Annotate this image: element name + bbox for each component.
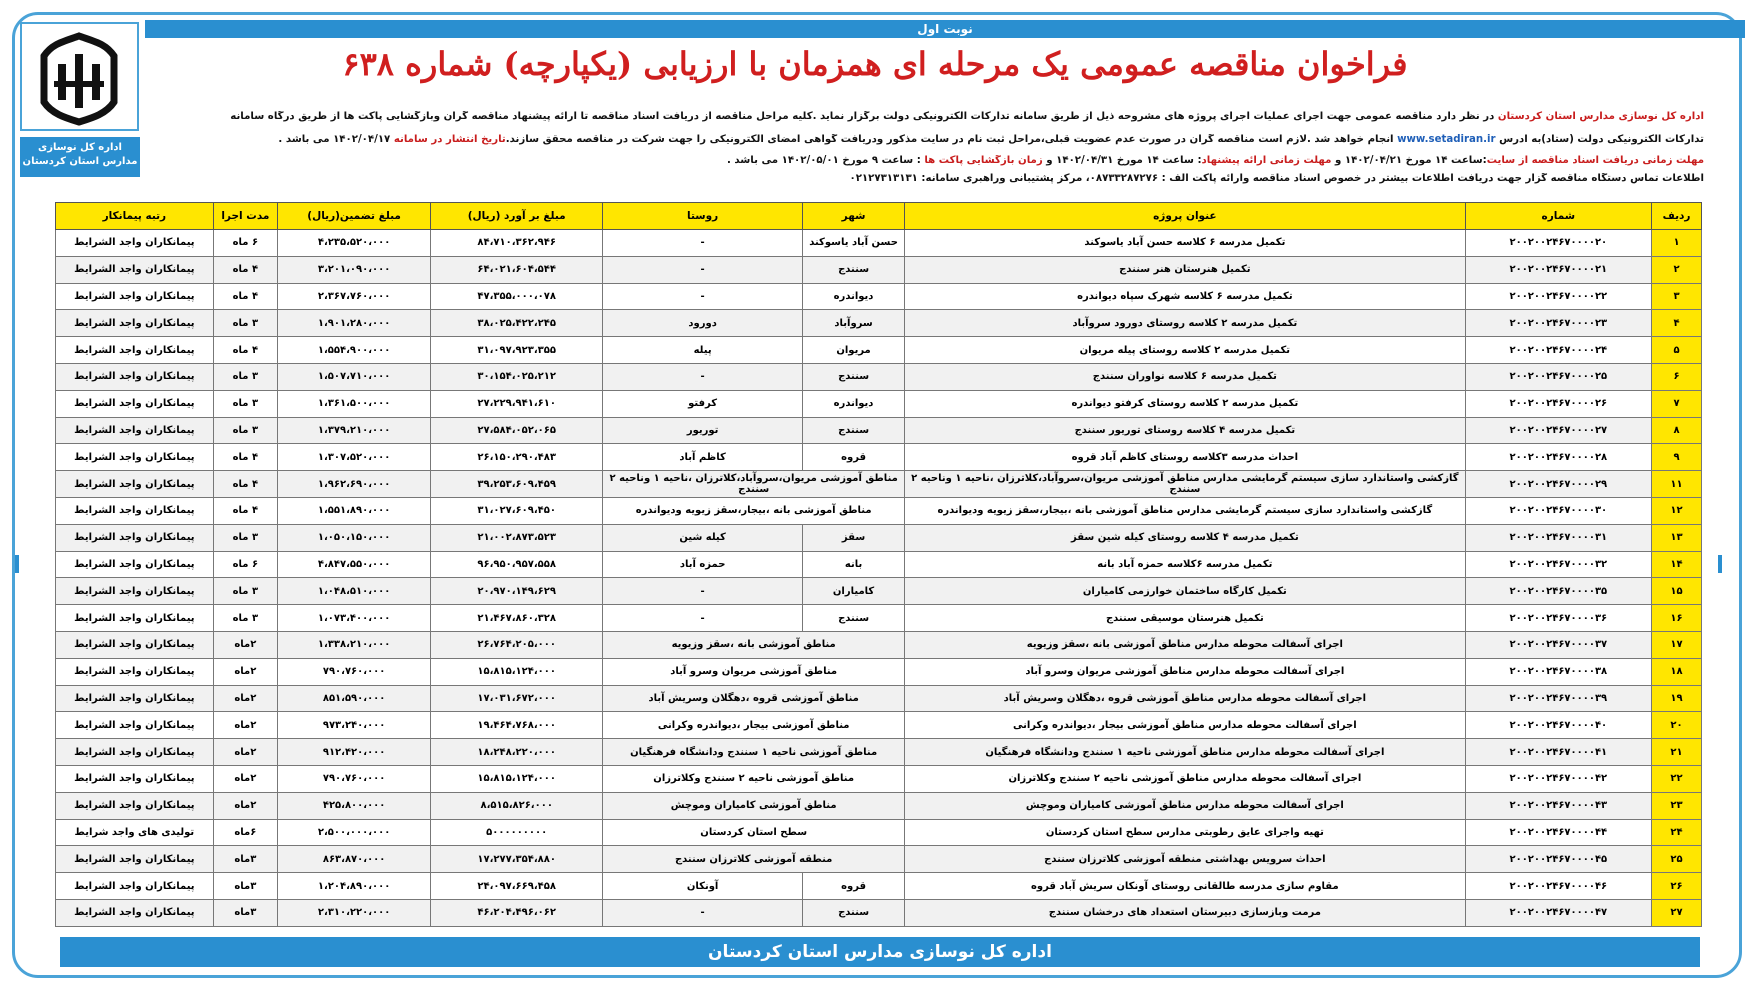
table-cell: ۱۹،۴۶۴،۷۶۸،۰۰۰ <box>431 712 603 739</box>
table-cell: مناطق آموزشی کامیاران وموچش <box>603 792 905 819</box>
table-cell: ۳ ماه <box>213 417 277 444</box>
table-cell: ۴ ماه <box>213 337 277 364</box>
table-cell: کامیاران <box>803 578 905 605</box>
doc-deadline: :ساعت ۱۴ مورخ ۱۴۰۲/۰۴/۲۱ و <box>1331 155 1487 166</box>
table-cell: سنندج <box>803 256 905 283</box>
table-cell: ۱۲ <box>1652 497 1702 524</box>
table-cell: ۲۴ <box>1652 819 1702 846</box>
setad-link[interactable]: www.setadiran.ir <box>1397 134 1496 145</box>
table-cell: ۲ماه <box>213 712 277 739</box>
table-cell: - <box>603 256 803 283</box>
table-cell: ۴ ماه <box>213 497 277 524</box>
table-cell: پیمانکاران واجد الشرایط <box>56 685 214 712</box>
table-row <box>56 631 1702 658</box>
contact-info: اطلاعات تماس دستگاه مناقصه گزار جهت دریافت اطلاعات بیشتر در خصوص اسناد مناقصه وارائه پاکت الف : ۰۸۷۳۳۲۸۷۲۷۶، مرکز پشتیبانی وراهبری سامانه: ۰۲۱۲۷۳۱۳۱۳۱ <box>849 173 1704 184</box>
publish-date-label: تاریخ انتشار در سامانه <box>393 134 506 145</box>
intro-line-1 <box>144 111 1704 122</box>
table-cell: اجرای آسفالت محوطه مدارس مناطق آموزشی کامیاران وموچش <box>905 792 1466 819</box>
table-cell: ۲۱ <box>1652 739 1702 766</box>
logo <box>20 22 139 131</box>
table-cell: ۳ ماه <box>213 605 277 632</box>
table-body <box>56 230 1702 927</box>
table-cell: ۲۰۰۲۰۰۲۴۶۷۰۰۰۰۳۲ <box>1465 551 1651 578</box>
table-cell: ۲۰،۹۷۰،۱۴۹،۶۲۹ <box>431 578 603 605</box>
table-cell: ۴ ماه <box>213 256 277 283</box>
column-header: مبلغ تضمین(ریال) <box>278 203 431 230</box>
table-cell: ۲۰۰۲۰۰۲۴۶۷۰۰۰۰۴۵ <box>1465 846 1651 873</box>
table-cell: ۴ ماه <box>213 283 277 310</box>
table-cell: ۱،۲۰۴،۸۹۰،۰۰۰ <box>278 873 431 900</box>
table-row <box>56 739 1702 766</box>
table-cell: ۲۰۰۲۰۰۲۴۶۷۰۰۰۰۲۰ <box>1465 230 1651 257</box>
table-cell: پیمانکاران واجد الشرایط <box>56 873 214 900</box>
table-cell: قروه <box>803 444 905 471</box>
table-cell: تکمیل مدرسه ۲ کلاسه روستای پیله مریوان <box>905 337 1466 364</box>
table-cell: اجرای آسفالت محوطه مدارس مناطق آموزشی ناحیه ۲ سنندج وکلاترزان <box>905 765 1466 792</box>
table-cell: ۸،۵۱۵،۸۲۶،۰۰۰ <box>431 792 603 819</box>
table-row <box>56 899 1702 926</box>
table-cell: ۱۱ <box>1652 471 1702 498</box>
table-cell: ۲ماه <box>213 658 277 685</box>
table-cell: ۲۶،۱۵۰،۲۹۰،۴۸۳ <box>431 444 603 471</box>
table-cell: تهیه واجرای عایق رطوبتی مدارس سطح استان کردستان <box>905 819 1466 846</box>
table-cell: ۴ <box>1652 310 1702 337</box>
table-cell: سروآباد <box>803 310 905 337</box>
table-cell: ۱۴ <box>1652 551 1702 578</box>
table-cell: سطح استان کردستان <box>603 819 905 846</box>
table-cell: ۱۸،۲۴۸،۲۲۰،۰۰۰ <box>431 739 603 766</box>
table-cell: ۳ ماه <box>213 578 277 605</box>
table-cell: ۸۶۳،۸۷۰،۰۰۰ <box>278 846 431 873</box>
org-name-box: اداره کل نوسازی مدارس استان کردستان <box>20 137 140 177</box>
table-cell: ۶ ماه <box>213 230 277 257</box>
table-row <box>56 417 1702 444</box>
table-cell: ۳ ماه <box>213 390 277 417</box>
table-cell: ۱،۳۰۷،۵۲۰،۰۰۰ <box>278 444 431 471</box>
table-cell: پیمانکاران واجد الشرایط <box>56 417 214 444</box>
table-cell: ۲ <box>1652 256 1702 283</box>
table-row <box>56 605 1702 632</box>
table-cell: ۷۹۰،۷۶۰،۰۰۰ <box>278 658 431 685</box>
table-cell: مرمت وبازسازی دبیرستان استعداد های درخشان سنندج <box>905 899 1466 926</box>
offer-deadline: : ساعت ۱۴ مورخ ۱۴۰۲/۰۴/۳۱ و <box>1042 155 1202 166</box>
side-marker-left <box>15 555 19 573</box>
table-cell: ۴۲۵،۸۰۰،۰۰۰ <box>278 792 431 819</box>
table-cell: ۳۰،۱۵۴،۰۲۵،۲۱۲ <box>431 363 603 390</box>
table-cell: ۲۳ <box>1652 792 1702 819</box>
table-cell: سنندج <box>803 899 905 926</box>
table-cell: گازکشی واستاندارد سازی سیستم گرمایشی مدارس مناطق آموزشی بانه ،بیجار،سقز زیویه ودیواندره <box>905 497 1466 524</box>
table-row <box>56 337 1702 364</box>
table-cell: سنندج <box>803 363 905 390</box>
table-cell: مقاوم سازی مدرسه طالقانی روستای آونکان سریش آباد قروه <box>905 873 1466 900</box>
table-cell: ۲۰۰۲۰۰۲۴۶۷۰۰۰۰۲۳ <box>1465 310 1651 337</box>
table-cell: ۸۴،۷۱۰،۳۶۲،۹۴۶ <box>431 230 603 257</box>
table-cell: ۱۳ <box>1652 524 1702 551</box>
table-cell: ۳۹،۲۵۳،۶۰۹،۴۵۹ <box>431 471 603 498</box>
table-cell: گازکشی واستاندارد سازی سیستم گرمایشی مدارس مناطق آموزشی مریوان،سروآباد،کلاترزان ،ناحیه ۱ وناحیه ۲ سنندج <box>905 471 1466 498</box>
table-cell: ۳۱،۰۲۷،۶۰۹،۴۵۰ <box>431 497 603 524</box>
table-cell: کرفتو <box>603 390 803 417</box>
table-row <box>56 256 1702 283</box>
table-cell: ۱،۹۶۲،۶۹۰،۰۰۰ <box>278 471 431 498</box>
table-cell: ۴ ماه <box>213 471 277 498</box>
column-header: شهر <box>803 203 905 230</box>
column-header: روستا <box>603 203 803 230</box>
table-cell: ۲۰۰۲۰۰۲۴۶۷۰۰۰۰۳۰ <box>1465 497 1651 524</box>
table-cell: پیمانکاران واجد الشرایط <box>56 631 214 658</box>
table-cell: تکمیل مدرسه ۲ کلاسه روستای دورود سروآباد <box>905 310 1466 337</box>
column-header: مبلغ بر آورد (ریال) <box>431 203 603 230</box>
table-cell: ۲۰۰۲۰۰۲۴۶۷۰۰۰۰۳۱ <box>1465 524 1651 551</box>
table-cell: ۱،۰۵۰،۱۵۰،۰۰۰ <box>278 524 431 551</box>
table-cell: ۲۱،۴۶۷،۸۶۰،۳۲۸ <box>431 605 603 632</box>
table-cell: ۲۵ <box>1652 846 1702 873</box>
table-cell: - <box>603 899 803 926</box>
table-cell: ۵۰۰۰۰۰۰۰۰۰ <box>431 819 603 846</box>
table-cell: ۱،۰۷۳،۴۰۰،۰۰۰ <box>278 605 431 632</box>
table-cell: ۲۰۰۲۰۰۲۴۶۷۰۰۰۰۴۷ <box>1465 899 1651 926</box>
table-row <box>56 283 1702 310</box>
table-row <box>56 310 1702 337</box>
table-cell: ۱،۵۵۱،۸۹۰،۰۰۰ <box>278 497 431 524</box>
table-cell: تکمیل کارگاه ساختمان خوارزمی کامیاران <box>905 578 1466 605</box>
table-cell: سقز <box>803 524 905 551</box>
table-row <box>56 819 1702 846</box>
table-cell: ۳۱،۰۹۷،۹۲۳،۳۵۵ <box>431 337 603 364</box>
table-cell: ۳ماه <box>213 873 277 900</box>
table-cell: مناطق آموزشی بیجار ،دیواندره وکرانی <box>603 712 905 739</box>
table-cell: ۱۷،۰۳۱،۶۷۲،۰۰۰ <box>431 685 603 712</box>
table-row <box>56 658 1702 685</box>
table-cell: ۲۰۰۲۰۰۲۴۶۷۰۰۰۰۲۹ <box>1465 471 1651 498</box>
table-cell: مناطق آموزشی قروه ،دهگلان وسریش آباد <box>603 685 905 712</box>
table-cell: ۲۰۰۲۰۰۲۴۶۷۰۰۰۰۴۶ <box>1465 873 1651 900</box>
table-cell: ۲ماه <box>213 631 277 658</box>
table-cell: ۲۰۰۲۰۰۲۴۶۷۰۰۰۰۳۸ <box>1465 658 1651 685</box>
side-marker-right <box>1718 555 1722 573</box>
column-header: مدت اجرا <box>213 203 277 230</box>
table-row <box>56 685 1702 712</box>
opening-label: زمان بازگشایی پاکت ها <box>924 155 1043 166</box>
table-cell: تکمیل مدرسه ۶کلاسه حمزه آباد بانه <box>905 551 1466 578</box>
table-row <box>56 873 1702 900</box>
table-cell: پیمانکاران واجد الشرایط <box>56 658 214 685</box>
table-cell: ۹ <box>1652 444 1702 471</box>
table-row <box>56 765 1702 792</box>
table-cell: ۱ <box>1652 230 1702 257</box>
table-cell: ۱۹ <box>1652 685 1702 712</box>
table-cell: اجرای آسفالت محوطه مدارس مناطق آموزشی مریوان وسرو آباد <box>905 658 1466 685</box>
table-row <box>56 524 1702 551</box>
table-cell: ۸ <box>1652 417 1702 444</box>
table-cell: ۲۰۰۲۰۰۲۴۶۷۰۰۰۰۲۸ <box>1465 444 1651 471</box>
table-cell: ۹۱۲،۴۲۰،۰۰۰ <box>278 739 431 766</box>
table-cell: مناطق آموزشی ناحیه ۲ سنندج وکلاترزان <box>603 765 905 792</box>
table-cell: ۲۴،۰۹۷،۶۶۹،۴۵۸ <box>431 873 603 900</box>
table-cell: ۱،۳۳۸،۲۱۰،۰۰۰ <box>278 631 431 658</box>
table-cell: تکمیل مدرسه ۶ کلاسه شهرک سپاه دیواندره <box>905 283 1466 310</box>
table-cell: - <box>603 363 803 390</box>
table-row <box>56 390 1702 417</box>
table-cell: ۷۹۰،۷۶۰،۰۰۰ <box>278 765 431 792</box>
table-cell: کاظم آباد <box>603 444 803 471</box>
intro-text-2b: انجام خواهد شد .لازم است مناقصه گران در صورت عدم عضویت قبلی،مراحل ثبت نام در سایت مذکور ودریافت گواهی امضای الکترونیکی را جهت شرکت در مناقصه محقق سازند. <box>505 134 1398 145</box>
table-cell: ۲ماه <box>213 792 277 819</box>
table-cell: ۲۰۰۲۰۰۲۴۶۷۰۰۰۰۳۵ <box>1465 578 1651 605</box>
table-cell: تکمیل هنرستان هنر سنندج <box>905 256 1466 283</box>
table-cell: ۱،۹۰۱،۲۸۰،۰۰۰ <box>278 310 431 337</box>
table-cell: ۶ ماه <box>213 551 277 578</box>
table-row <box>56 578 1702 605</box>
table-cell: ۱۵ <box>1652 578 1702 605</box>
table-cell: توریور <box>603 417 803 444</box>
table-cell: منطقه آموزشی کلاترزان سنندج <box>603 846 905 873</box>
table-cell: قروه <box>803 873 905 900</box>
table-cell: ۱۶ <box>1652 605 1702 632</box>
table-cell: سنندج <box>803 605 905 632</box>
table-cell: - <box>603 283 803 310</box>
table-cell: تکمیل مدرسه ۴ کلاسه روستای کیله شین سقز <box>905 524 1466 551</box>
table-cell: مناطق آموزشی مریوان وسرو آباد <box>603 658 905 685</box>
table-cell: ۲۰۰۲۰۰۲۴۶۷۰۰۰۰۲۴ <box>1465 337 1651 364</box>
table-cell: پیمانکاران واجد الشرایط <box>56 846 214 873</box>
table-cell: ۲۶ <box>1652 873 1702 900</box>
table-cell: ۲۰۰۲۰۰۲۴۶۷۰۰۰۰۴۰ <box>1465 712 1651 739</box>
table-cell: مناطق آموزشی بانه ،بیجار،سقز زیویه ودیواندره <box>603 497 905 524</box>
table-cell: ۹۶،۹۵۰،۹۵۷،۵۵۸ <box>431 551 603 578</box>
table-cell: ۲۰۰۲۰۰۲۴۶۷۰۰۰۰۳۹ <box>1465 685 1651 712</box>
table-cell: بانه <box>803 551 905 578</box>
table-cell: اجرای آسفالت محوطه مدارس مناطق آموزشی قروه ،دهگلان وسریش آباد <box>905 685 1466 712</box>
table-cell: ۴،۸۴۷،۵۵۰،۰۰۰ <box>278 551 431 578</box>
notice-title: فراخوان مناقصه عمومی یک مرحله ای همزمان با ارزیابی (یکپارچه) شماره ۶۳۸ <box>342 45 1408 83</box>
table-cell: ۱۵،۸۱۵،۱۲۴،۰۰۰ <box>431 765 603 792</box>
table-cell: مناطق آموزشی ناحیه ۱ سنندج ودانشگاه فرهنگیان <box>603 739 905 766</box>
table-header <box>56 203 1702 230</box>
table-cell: ۲۰۰۲۰۰۲۴۶۷۰۰۰۰۲۶ <box>1465 390 1651 417</box>
table-cell: ۶۴،۰۲۱،۶۰۴،۵۴۴ <box>431 256 603 283</box>
table-cell: پیمانکاران واجد الشرایط <box>56 712 214 739</box>
table-cell: - <box>603 230 803 257</box>
offer-deadline-label: مهلت زمانی ارائه پیشنهاد <box>1201 155 1332 166</box>
table-cell: ۱،۵۵۴،۹۰۰،۰۰۰ <box>278 337 431 364</box>
table-cell: پیمانکاران واجد الشرایط <box>56 256 214 283</box>
table-row <box>56 471 1702 498</box>
table-cell: اجرای آسفالت محوطه مدارس مناطق آموزشی بانه ،سقز وزیویه <box>905 631 1466 658</box>
table-cell: ۳ <box>1652 283 1702 310</box>
table-cell: ۵ <box>1652 337 1702 364</box>
table-cell: پیمانکاران واجد الشرایط <box>56 497 214 524</box>
intro-line-2 <box>144 134 1704 145</box>
table-cell: ۱،۳۶۱،۵۰۰،۰۰۰ <box>278 390 431 417</box>
table-cell: ۲،۳۶۷،۷۶۰،۰۰۰ <box>278 283 431 310</box>
table-cell: ۶ <box>1652 363 1702 390</box>
table-cell: ۲،۵۰۰،۰۰۰،۰۰۰ <box>278 819 431 846</box>
publish-date: ۱۴۰۲/۰۴/۱۷ می باشد . <box>278 134 394 145</box>
table-cell: ۱،۰۴۸،۵۱۰،۰۰۰ <box>278 578 431 605</box>
table-cell: پیمانکاران واجد الشرایط <box>56 551 214 578</box>
table-cell: ۲ماه <box>213 685 277 712</box>
table-cell: ۲۰۰۲۰۰۲۴۶۷۰۰۰۰۲۲ <box>1465 283 1651 310</box>
table-cell: پیمانکاران واجد الشرایط <box>56 310 214 337</box>
table-cell: تکمیل هنرستان موسیقی سنندج <box>905 605 1466 632</box>
table-cell: تولیدی های واجد شرایط <box>56 819 214 846</box>
table-cell: ۲۶،۷۶۴،۲۰۵،۰۰۰ <box>431 631 603 658</box>
table-cell: پیمانکاران واجد الشرایط <box>56 792 214 819</box>
table-cell: دیواندره <box>803 283 905 310</box>
table-cell: - <box>603 578 803 605</box>
table-cell: ۳ ماه <box>213 310 277 337</box>
table-cell: ۱۷ <box>1652 631 1702 658</box>
table-cell: ۱۵،۸۱۵،۱۲۴،۰۰۰ <box>431 658 603 685</box>
table-cell: پیله <box>603 337 803 364</box>
table-row <box>56 551 1702 578</box>
intro-text-1: در نظر دارد مناقصه عمومی جهت اجرای عملیات اجرای پروژه های مشروحه ذیل از طریق سامانه تدارکات الکترونیکی دولت برگزار نماید .کلیه مراحل مناقصه از دریافت اسناد مناقصه تا ارائه پیشنهاد مناقصه گران وبازگشایی پاکت ها از طریق درگاه سامانه <box>230 111 1498 122</box>
table-cell: سنندج <box>803 417 905 444</box>
table-row <box>56 444 1702 471</box>
table-cell: پیمانکاران واجد الشرایط <box>56 444 214 471</box>
table-cell: مناطق آموزشی بانه ،سقز وزیویه <box>603 631 905 658</box>
intro-line-3 <box>144 155 1704 166</box>
table-cell: ۴۶،۲۰۴،۴۹۶،۰۶۲ <box>431 899 603 926</box>
table-cell: ۹۷۳،۲۴۰،۰۰۰ <box>278 712 431 739</box>
intro-text-2a: تدارکات الکترونیکی دولت (ستاد)به آدرس <box>1495 134 1704 145</box>
table-cell: ۲۰ <box>1652 712 1702 739</box>
table-cell: تکمیل مدرسه ۲ کلاسه روستای کرفتو دیواندره <box>905 390 1466 417</box>
table-cell: ۲۰۰۲۰۰۲۴۶۷۰۰۰۰۳۷ <box>1465 631 1651 658</box>
table-cell: ۲۰۰۲۰۰۲۴۶۷۰۰۰۰۲۷ <box>1465 417 1651 444</box>
table-cell: ۲۷،۲۲۹،۹۴۱،۶۱۰ <box>431 390 603 417</box>
table-cell: ۲،۳۱۰،۲۲۰،۰۰۰ <box>278 899 431 926</box>
table-cell: پیمانکاران واجد الشرایط <box>56 283 214 310</box>
table-cell: حمزه آباد <box>603 551 803 578</box>
column-header: رتبه پیمانکار <box>56 203 214 230</box>
opening-time: : ساعت ۹ مورخ ۱۴۰۲/۰۵/۰۱ می باشد . <box>726 155 925 166</box>
table-cell: ۲۰۰۲۰۰۲۴۶۷۰۰۰۰۲۵ <box>1465 363 1651 390</box>
table-cell: ۲۲ <box>1652 765 1702 792</box>
table-cell: احداث سرویس بهداشتی منطقه آموزشی کلاترزان سنندج <box>905 846 1466 873</box>
table-cell: - <box>603 605 803 632</box>
org-logo-icon <box>22 24 137 129</box>
column-header: عنوان پروژه <box>905 203 1466 230</box>
table-cell: ۳،۲۰۱،۰۹۰،۰۰۰ <box>278 256 431 283</box>
table-cell: حسن آباد یاسوکند <box>803 230 905 257</box>
table-cell: ۲۰۰۲۰۰۲۴۶۷۰۰۰۰۴۲ <box>1465 765 1651 792</box>
table-row <box>56 363 1702 390</box>
table-cell: پیمانکاران واجد الشرایط <box>56 230 214 257</box>
table-cell: دیواندره <box>803 390 905 417</box>
table-cell: ۷ <box>1652 390 1702 417</box>
table-cell: ۴ ماه <box>213 444 277 471</box>
table-cell: ۳ ماه <box>213 524 277 551</box>
table-cell: پیمانکاران واجد الشرایط <box>56 899 214 926</box>
doc-deadline-label: مهلت زمانی دریافت اسناد مناقصه از سایت <box>1486 155 1704 166</box>
table-row <box>56 712 1702 739</box>
table-cell: ۲۰۰۲۰۰۲۴۶۷۰۰۰۰۴۴ <box>1465 819 1651 846</box>
table-cell: آونکان <box>603 873 803 900</box>
table-row <box>56 497 1702 524</box>
table-cell: ۱۸ <box>1652 658 1702 685</box>
table-cell: تکمیل مدرسه ۶ کلاسه نواوران سنندج <box>905 363 1466 390</box>
table-cell: ۲۷ <box>1652 899 1702 926</box>
tender-table <box>55 202 1702 927</box>
intro-org: اداره کل نوسازی مدارس استان کردستان <box>1497 111 1704 122</box>
table-cell: ۱،۳۷۹،۲۱۰،۰۰۰ <box>278 417 431 444</box>
footer-org-name: اداره کل نوسازی مدارس استان کردستان <box>60 937 1700 967</box>
table-cell: کیله شین <box>603 524 803 551</box>
table-cell: پیمانکاران واجد الشرایط <box>56 363 214 390</box>
table-cell: ۱۷،۲۷۷،۳۵۴،۸۸۰ <box>431 846 603 873</box>
table-cell: پیمانکاران واجد الشرایط <box>56 524 214 551</box>
column-header: ردیف <box>1652 203 1702 230</box>
table-cell: اجرای آسفالت محوطه مدارس مناطق آموزشی ناحیه ۱ سنندج ودانشگاه فرهنگیان <box>905 739 1466 766</box>
table-cell: ۲۰۰۲۰۰۲۴۶۷۰۰۰۰۴۱ <box>1465 739 1651 766</box>
table-cell: ۴،۲۳۵،۵۲۰،۰۰۰ <box>278 230 431 257</box>
table-cell: مریوان <box>803 337 905 364</box>
column-header: شماره <box>1465 203 1651 230</box>
table-row <box>56 230 1702 257</box>
table-cell: ۲ماه <box>213 739 277 766</box>
table-cell: پیمانکاران واجد الشرایط <box>56 337 214 364</box>
table-cell: پیمانکاران واجد الشرایط <box>56 739 214 766</box>
table-row <box>56 846 1702 873</box>
table-cell: پیمانکاران واجد الشرایط <box>56 471 214 498</box>
table-cell: ۲ماه <box>213 765 277 792</box>
table-cell: تکمیل مدرسه ۶ کلاسه حسن آباد یاسوکند <box>905 230 1466 257</box>
table-cell: ۳ ماه <box>213 363 277 390</box>
table-cell: پیمانکاران واجد الشرایط <box>56 578 214 605</box>
table-cell: ۲۰۰۲۰۰۲۴۶۷۰۰۰۰۲۱ <box>1465 256 1651 283</box>
table-cell: ۲۱،۰۰۲،۸۷۳،۵۲۳ <box>431 524 603 551</box>
table-cell: اجرای آسفالت محوطه مدارس مناطق آموزشی بیجار ،دیواندره وکرانی <box>905 712 1466 739</box>
table-cell: تکمیل مدرسه ۴ کلاسه روستای توریور سنندج <box>905 417 1466 444</box>
table-cell: ۴۷،۳۵۵،۰۰۰،۰۷۸ <box>431 283 603 310</box>
table-cell: دورود <box>603 310 803 337</box>
table-cell: احداث مدرسه ۳کلاسه روستای کاظم آباد قروه <box>905 444 1466 471</box>
table-cell: ۲۰۰۲۰۰۲۴۶۷۰۰۰۰۴۳ <box>1465 792 1651 819</box>
table-cell: ۸۵۱،۵۹۰،۰۰۰ <box>278 685 431 712</box>
table-cell: مناطق آموزشی مریوان،سروآباد،کلاترزان ،ناحیه ۱ وناحیه ۲ سنندج <box>603 471 905 498</box>
table-cell: ۳ماه <box>213 899 277 926</box>
table-row <box>56 792 1702 819</box>
table-cell: پیمانکاران واجد الشرایط <box>56 765 214 792</box>
table-cell: پیمانکاران واجد الشرایط <box>56 605 214 632</box>
table-cell: ۳ماه <box>213 846 277 873</box>
table-cell: پیمانکاران واجد الشرایط <box>56 390 214 417</box>
table-cell: ۶ماه <box>213 819 277 846</box>
round-label: نوبت اول <box>145 20 1745 38</box>
table-cell: ۱،۵۰۷،۷۱۰،۰۰۰ <box>278 363 431 390</box>
table-cell: ۳۸،۰۲۵،۴۲۲،۲۴۵ <box>431 310 603 337</box>
table-cell: ۲۰۰۲۰۰۲۴۶۷۰۰۰۰۳۶ <box>1465 605 1651 632</box>
table-cell: ۲۷،۵۸۴،۰۵۲،۰۶۵ <box>431 417 603 444</box>
